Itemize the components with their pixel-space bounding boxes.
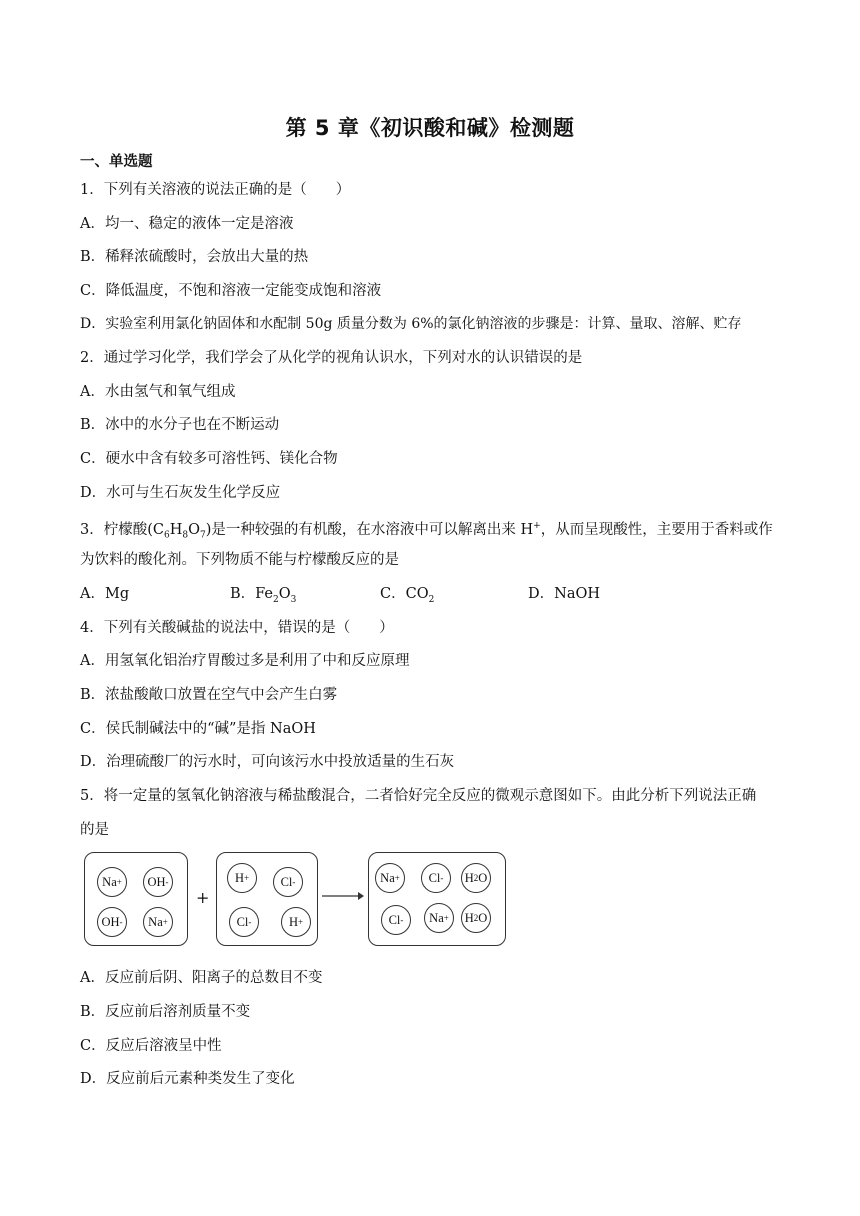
ion-oh: OH -	[143, 867, 173, 897]
ion-cl: Cl -	[421, 863, 451, 893]
section-heading: 一、单选题	[80, 154, 153, 170]
q5-option-b: B．反应前后溶剂质量不变	[80, 1004, 251, 1020]
molecule-h2o: H 2 O	[461, 863, 491, 893]
q2-option-c: C．硬水中含有较多可溶性钙、镁化合物	[80, 451, 338, 467]
ion-na: Na +	[143, 907, 173, 937]
q2-stem: 2．通过学习化学，我们学会了从化学的视角认识水，下列对水的认识错误的是	[80, 350, 583, 366]
ion-na: Na +	[97, 867, 127, 897]
ion-cl: Cl -	[229, 907, 259, 937]
q5-stem: 5．将一定量的氢氧化钠溶液与稀盐酸混合，二者恰好完全反应的微观示意图如下。由此分析下列说法正确	[80, 788, 757, 804]
q3-option-a: A．Mg	[80, 586, 130, 602]
q3-stem: 3．柠檬酸$(C_6H_8O_7)$是一种较强的有机酸，在水溶液中可以解离出来 H+，从而呈现酸性，主要用于香料或作	[80, 521, 773, 541]
q4-option-a: A．用氢氧化铝治疗胃酸过多是利用了中和反应原理	[80, 653, 410, 669]
q1-option-c: C．降低温度，不饱和溶液一定能变成饱和溶液	[80, 283, 382, 299]
q3-option-d: D．NaOH	[528, 586, 600, 602]
q3-option-c: C．$CO_2$	[380, 586, 435, 605]
q2-option-d: D．水可与生石灰发生化学反应	[80, 485, 281, 501]
ion-h: H +	[281, 907, 311, 937]
q1-option-a: A．均一、稳定的液体一定是溶液	[80, 216, 294, 232]
reaction-arrow-icon	[322, 890, 364, 902]
ion-cl: Cl -	[273, 867, 303, 897]
q3-stem-continued: 为饮料的酸化剂。下列物质不能与柠檬酸反应的是	[80, 552, 399, 568]
ion-oh: OH -	[97, 907, 127, 937]
q1-option-b: B．稀释浓硫酸时，会放出大量的热	[80, 249, 309, 265]
q3-option-b: B．$Fe_2O_3$	[230, 586, 297, 605]
q4-stem: 4．下列有关酸碱盐的说法中，错误的是（ ）	[80, 620, 394, 636]
q2-option-b: B．冰中的水分子也在不断运动	[80, 417, 280, 433]
molecule-h2o: H 2 O	[461, 903, 491, 933]
q5-option-c: C．反应后溶液呈中性	[80, 1038, 222, 1054]
hcl-solution-box	[216, 852, 318, 946]
ion-cl: Cl -	[381, 905, 411, 935]
q5-option-d: D．反应前后元素种类发生了变化	[80, 1071, 295, 1087]
ion-h: H +	[227, 863, 257, 893]
plus-sign: +	[196, 888, 210, 907]
ion-na: Na +	[375, 863, 405, 893]
q1-option-d: D．实验室利用氯化钠固体和水配制 50g 质量分数为 6%的氯化钠溶液的步骤是：计算、量取、溶解、贮存	[80, 316, 742, 332]
naoh-solution-box	[84, 852, 188, 946]
q5-stem-continued: 的是	[80, 822, 109, 838]
q4-option-b: B．浓盐酸敞口放置在空气中会产生白雾	[80, 687, 338, 703]
q1-stem: 1．下列有关溶液的说法正确的是（ ）	[80, 182, 351, 198]
product-solution-box	[368, 852, 506, 946]
q5-option-a: A．反应前后阴、阳离子的总数目不变	[80, 970, 323, 986]
page-title: 第 5 章《初识酸和碱》检测题	[285, 116, 575, 140]
q4-option-d: D．治理硫酸厂的污水时，可向该污水中投放适量的生石灰	[80, 754, 455, 770]
q4-option-c: C．侯氏制碱法中的“碱”是指 NaOH	[80, 721, 316, 737]
ion-na: Na +	[424, 903, 454, 933]
q2-option-a: A．水由氢气和氧气组成	[80, 384, 236, 400]
